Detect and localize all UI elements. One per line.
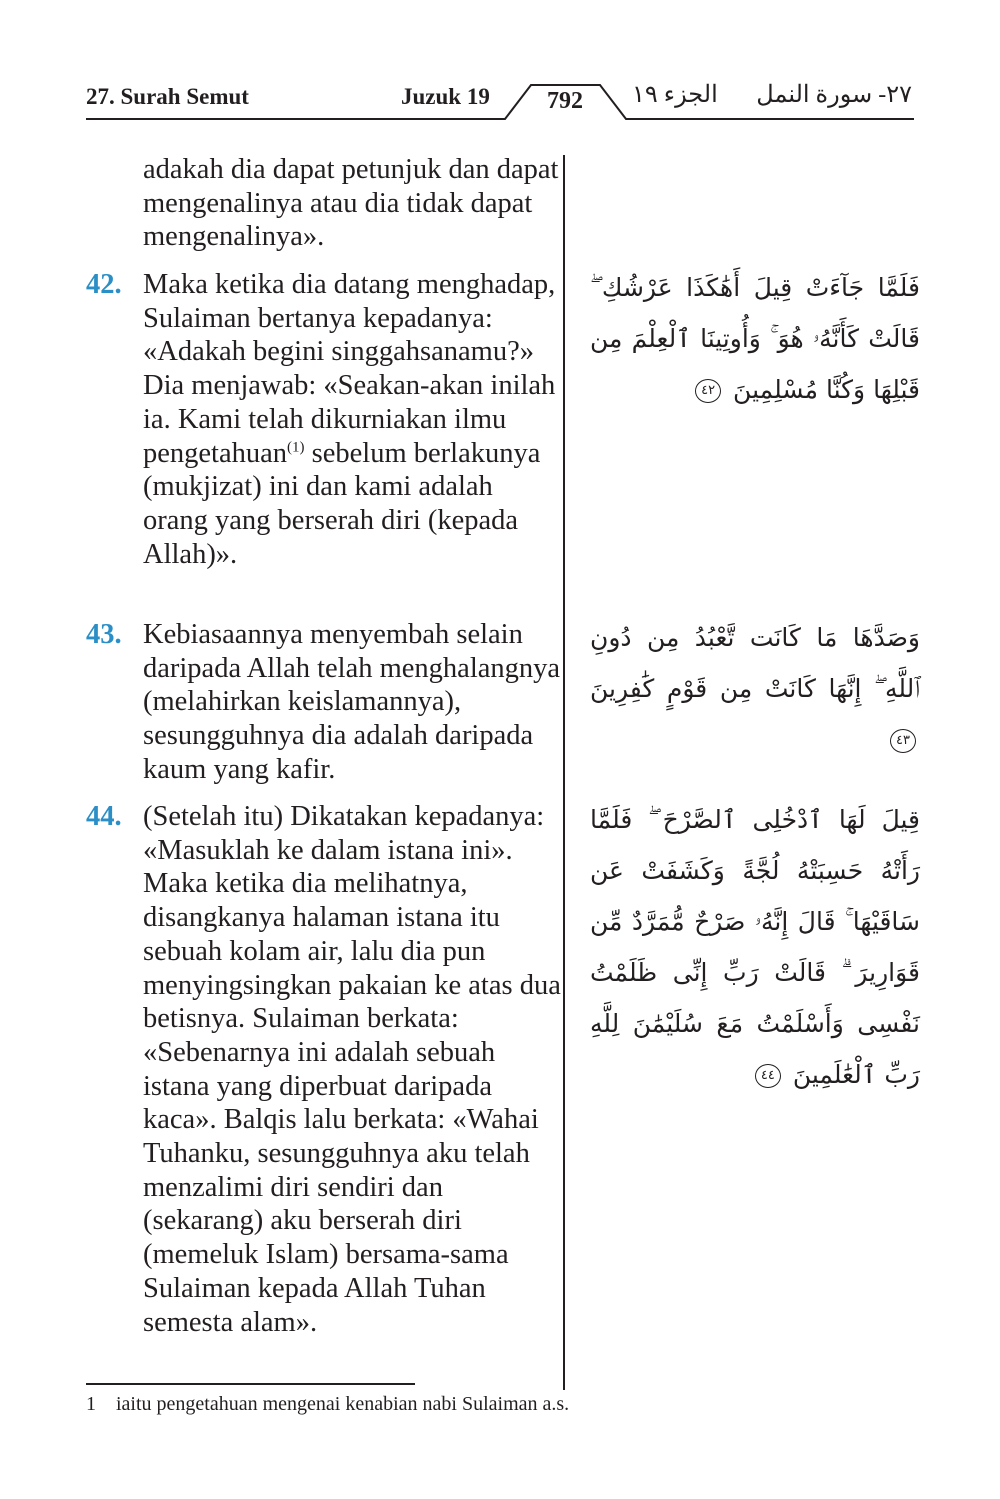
header-juz-label: Juzuk 19 (401, 84, 490, 109)
footnote-rule (86, 1383, 415, 1385)
verse-number-43: 43. (86, 619, 122, 650)
footnote-text: iaitu pengetahuan mengenai kenabian nabi Sulaiman a.s. (116, 1393, 570, 1415)
continuation-text: adakah dia dapat petunjuk dan dapat mengenalinya atau dia tidak dapat mengenalinya». (143, 154, 559, 253)
verse-text-42b: sebelum berlakunya (mukjizat) ini dan kami adalah orang yang berserah diri (kepada Allah)». (143, 437, 541, 570)
verse-translation-44: (Setelah itu) Dikatakan kepadanya: «Masuklah ke dalam istana ini». Maka ketika dia melihatnya, disangkanya halaman istana itu sebuah kolam air, lalu dia pun menyingsingkan pakaian ke atas dua betisnya. Sulaiman berkata: «Sebenarnya ini adalah sebuah istana yang diperbuat daripada kaca». Balqis lalu berkata: «Wahai Tuhanku, sesungguhnya aku telah menzalimi diri sendiri dan (sekarang) aku berserah diri (memeluk Islam) bersama-sama Sulaiman kepada Allah Tuhan semesta alam». (143, 801, 561, 1338)
arabic-text-42: فَلَمَّا جَآءَتْ قِيلَ أَهَٰكَذَا عَرْشُكِ ۖ قَالَتْ كَأَنَّهُۥ هُوَ ۚ وَأُوتِينَا ٱلْعِلْمَ مِن قَبْلِهَا وَكُنَّا مُسْلِمِينَ (590, 273, 920, 404)
header-surah-title: 27. Surah Semut (86, 84, 249, 109)
verse-number-42: 42. (86, 269, 122, 300)
ayah-marker-44: ٤٤ (755, 1064, 781, 1088)
ayah-marker-42: ٤٢ (695, 379, 721, 403)
ayah-marker-43: ٤٣ (890, 729, 916, 753)
verse-translation-43: Kebiasaannya menyembah selain daripada Allah telah menghalangnya (melahirkan keislamannya), sesungguhnya dia adalah daripada kaum yang kafir. (143, 619, 561, 785)
footnote (86, 1393, 569, 1416)
header-surah-arabic: ٢٧- سورة النمل (756, 82, 912, 108)
arabic-verse-43 (590, 612, 920, 765)
column-divider (563, 155, 565, 1390)
page-number: 792 (547, 88, 583, 114)
arabic-verse-42 (590, 262, 920, 415)
header-juz-arabic: الجزء ١٩ (632, 82, 718, 108)
arabic-verse-44 (590, 794, 920, 1100)
footnote-ref-1[interactable]: (1) (287, 439, 305, 456)
arabic-text-44: قِيلَ لَهَا ٱدْخُلِى ٱلصَّرْحَ ۖ فَلَمَّا رَأَتْهُ حَسِبَتْهُ لُجَّةً وَكَشَفَتْ عَن سَاقَيْهَا ۚ قَالَ إِنَّهُۥ صَرْحٌ مُّمَرَّدٌ مِّن قَوَارِيرَ ۗ قَالَتْ رَبِّ إِنِّى ظَلَمْتُ نَفْسِى وَأَسْلَمْتُ مَعَ سُلَيْمَٰنَ لِلَّهِ رَبِّ ٱلْعَٰلَمِينَ (590, 805, 920, 1089)
verse-translation-42 (143, 268, 561, 571)
arabic-text-43: وَصَدَّهَا مَا كَانَت تَّعْبُدُ مِن دُونِ ٱللَّهِ ۖ إِنَّهَا كَانَتْ مِن قَوْمٍ كَٰفِرِينَ (590, 623, 920, 703)
verse-text-42a: Maka ketika dia datang menghadap, Sulaiman bertanya kepadanya: «Adakah begini singgahsanamu?» Dia menjawab: «Seakan-akan inilah ia. Kami telah dikurniakan ilmu pengetahuan (143, 269, 556, 469)
verse-number-44: 44. (86, 801, 122, 832)
header-rule (0, 0, 1000, 130)
footnote-number: 1 (86, 1393, 96, 1415)
